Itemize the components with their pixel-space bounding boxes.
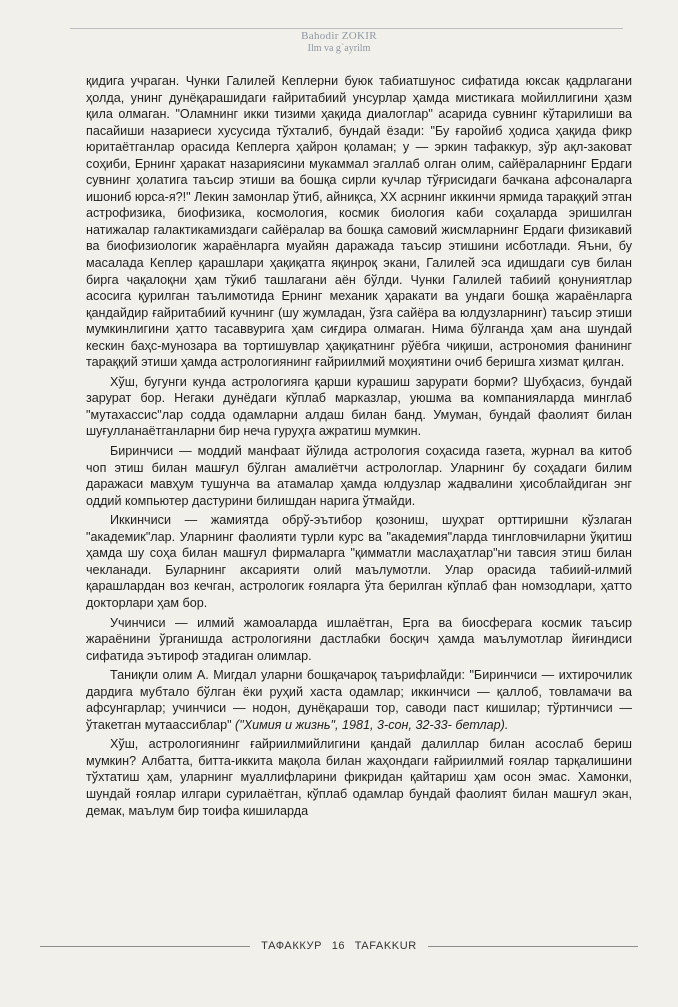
footer-journal-latin: TAFAKKUR [354, 940, 417, 952]
quote-text: Таниқли олим А. Мигдал уларни бошқачароқ таърифлайди: "Биринчиси — ихтирочилик дардига мубтало бўлган ёки руҳий хаста одамлар; иккинчиси — қаллоб, товламачи ва афсунгарлар; учинчиси — нодон, дунёқараши тор, саводи паст кишилар; тўртинчиси — ўтакетган мутаассиблар" [86, 668, 632, 732]
paragraph: Иккинчиси — жамиятда обрў-эътибор қозониш, шуҳрат орттиришни кўзлаган "академик"лар. Уларнинг фаолияти турли курс ва "академия"ларда тингловчиларни ўқитиш ҳамда шу соҳа билан машғул фирмаларга "қимматли маслаҳатлар"ни тавсия этиш билан чекланади. Буларнинг аксарияти олий маълумотли. Улар орасида табиий-илмий қарашлардан воз кечган, астрологик ғояларга ўта берилган кўплаб фан номзодлари, ҳатто докторлари ҳам бор. [86, 513, 632, 610]
paragraph [86, 667, 632, 733]
footer-rule-left [40, 946, 250, 947]
running-header [0, 30, 678, 55]
header-rule [70, 28, 623, 29]
footer-label [250, 940, 428, 952]
page-number: 16 [331, 940, 346, 952]
header-author: Bahodir ZOKIR [301, 30, 377, 42]
citation: ("Химия и жизнь", 1981, 3-сон, 32-33- бетлар). [235, 717, 509, 732]
header-section: Ilm va g`ayrilm [307, 43, 371, 54]
paragraph: қидига учраган. Чунки Галилей Кеплерни буюк табиатшунос сифатида юксак қадрлагани ҳолда, унинг дунёқарашидаги ғайритабиий унсурлар ҳамда мистикага мойиллигини ҳазм қила олмаган. "Оламнинг икки тизими ҳақида диалоглар" асарида сувнинг кўтарилиши ва пасайиши назариеси хусусида тўхталиб, бундай ёзади: "Бу ғаройиб ҳодиса ҳақида фикр юритаётганлар орасида Кеплерга ҳайрон қоламан; у — эркин тафаккур, зўр ақл-заковат соҳиби, Ернинг ҳаракат назариясини мукаммал эгаллаб олган олим, сайёраларнинг Ердаги сувнинг ҳолатига таъсир этиши ва бошқа сирли кучлар тўғрисидаги бачкана афсоналарга ишониб юрса-я?!" Лекин замонлар ўтиб, айниқса, ХХ асрнинг иккинчи ярмида тараққий этган астрофизика, биофизика, космология, космик биология каби соҳаларда эришилган натижалар галактикамиздаги сайёралар ва бошқа самовий жисмларнинг Ердаги физикавий ва биофизиологик жараёнларга муайян даражада таъсир этишини исботлади. Яъни, бу масалада Кеплер қарашлари ҳақиқатга яқинроқ экани, Галилей эса идишдаги сув билан бирга чақалоқни ҳам тўкиб ташлагани аён бўлди. Чунки Галилей табиий қонуниятлар асосига қурилган таълимотида Ернинг механик ҳаракати ва ундаги бошқа жараёнларга қандайдир ғайритабиий кучнинг (шу жумладан, ўзга сайёра ва юлдузларнинг) таъсир этиши мумкинлигини ҳатто тасаввурига ҳам сиғдира олмаган. Нима бўлганда ҳам ана шундай кескин баҳс-мунозара ва тортишувлар ҳақиқатнинг рўёбга чиқиши, астрономия фанининг тараққий этиши ҳамда астрологиянинг ғайриилмий моҳиятини очиб беришга хизмат қилган. [86, 74, 632, 370]
footer-rule-right [428, 946, 638, 947]
page-footer [40, 940, 638, 952]
paragraph: Учинчиси — илмий жамоаларда ишлаётган, Ерга ва биосферага космик таъсир жараёнини ўрганишда астрологияни дастлабки босқич ҳамда маълумотлар йиғиндиси сифатида эътироф этадиган олимлар. [86, 615, 632, 663]
paragraph: Хўш, астрологиянинг ғайриилмийлигини қандай далиллар билан асослаб бериш мумкин? Албатта, битта-иккита мақола билан жаҳондаги ғайриилмий ғоялар тарқалишини тўхтатиш ҳам, уларнинг муаллифларини фикридан қайтариш ҳам осон эмас. Хамонки, шундай ғоялар илгари сурилаётган, кўплаб одамлар бундай фаолият билан машғул экан, демак, маълум бир тоифа кишиларда [86, 737, 632, 818]
footer-journal-cyrillic: ТАФАККУР [261, 940, 323, 952]
paragraph: Биринчиси — моддий манфаат йўлида астрология соҳасида газета, журнал ва китоб чоп этиш билан машғул бўлган амалиётчи астрологлар. Уларнинг бу соҳадаги билим даражаси мавҳум тушунча ва атамалар ҳамда юлдузлар жадвалини ҳисоблайдиган энг оддий компьютер дастурини билишдан нарига ўтмайди. [86, 444, 632, 508]
article-body [86, 73, 632, 822]
paragraph: Хўш, бугунги кунда астрологияга қарши курашиш зарурати борми? Шубҳасиз, бундай зарурат бор. Негаки дунёдаги кўплаб марказлар, уюшма ва компаниялардa минглаб "мутахассис"лар содда одамларни алдаш билан банд. Умуман, бундай фаолият билан шуғулланаётганларни бир неча гуруҳга ажратиш мумкин. [86, 374, 632, 439]
